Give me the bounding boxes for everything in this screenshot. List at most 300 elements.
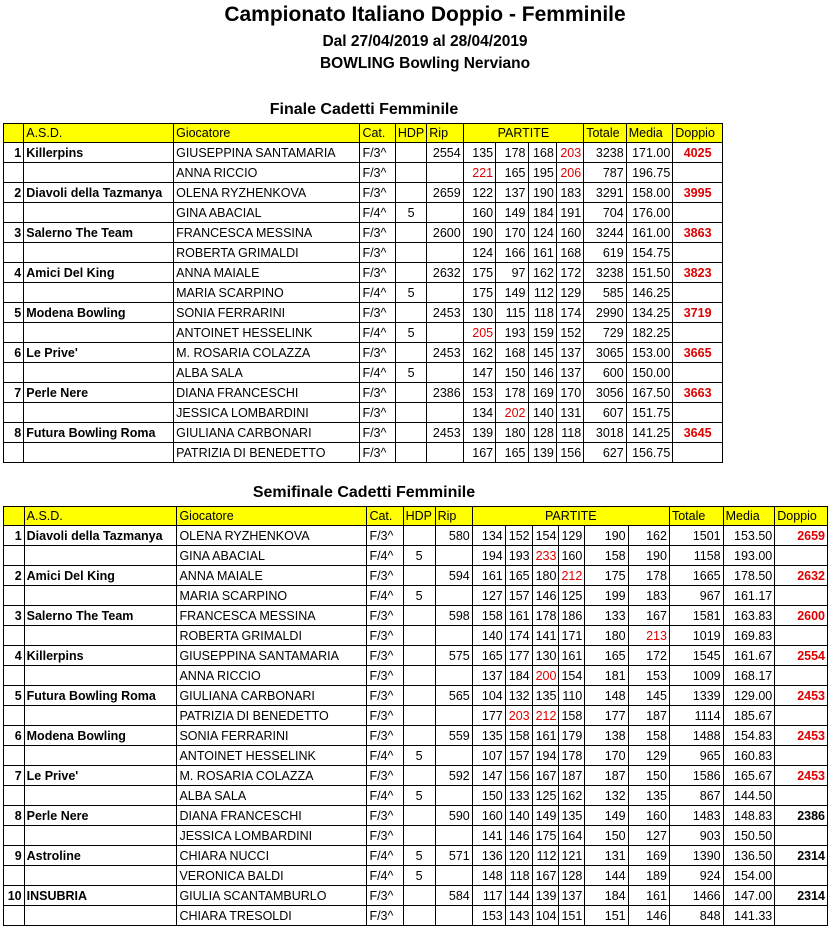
- game-score: 186: [559, 606, 585, 626]
- table-row: [4, 826, 828, 846]
- team-club: [24, 363, 174, 383]
- game-score: 202: [496, 403, 528, 423]
- player-cat: F/4^: [360, 323, 395, 343]
- team-rank: 1: [4, 143, 24, 163]
- player-media: 178.50: [723, 566, 775, 586]
- game-score: 172: [556, 263, 583, 283]
- game-score: 148: [472, 866, 505, 886]
- team-doppio: [775, 906, 828, 926]
- game-score: 139: [532, 886, 559, 906]
- team-club: Futura Bowling Roma: [24, 423, 174, 443]
- game-score: 161: [472, 566, 505, 586]
- team-rank: 4: [4, 263, 24, 283]
- player-total: 729: [584, 323, 627, 343]
- team-rank: [4, 363, 24, 383]
- player-hdp: [395, 423, 426, 443]
- team-rank: 2: [4, 183, 24, 203]
- player-media: 141.25: [626, 423, 673, 443]
- game-score: 169: [528, 383, 556, 403]
- player-hdp: [395, 343, 426, 363]
- team-rip: [435, 706, 472, 726]
- team-rip: 2632: [427, 263, 463, 283]
- game-score: 199: [585, 586, 628, 606]
- game-score: 170: [556, 383, 583, 403]
- player-hdp: 5: [395, 283, 426, 303]
- team-rip: 575: [435, 646, 472, 666]
- team-rank: [4, 323, 24, 343]
- header-rip: Rip: [435, 507, 472, 526]
- page-title: Campionato Italiano Doppio - Femminile: [224, 3, 626, 26]
- player-cat: F/3^: [367, 626, 403, 646]
- game-score: 161: [528, 243, 556, 263]
- player-total: 3291: [584, 183, 627, 203]
- team-rip: [435, 746, 472, 766]
- player-hdp: [395, 263, 426, 283]
- game-score: 157: [505, 746, 532, 766]
- game-score: 122: [463, 183, 495, 203]
- team-rip: [427, 243, 463, 263]
- player-name: ANNA MAIALE: [177, 566, 367, 586]
- game-score: 128: [528, 423, 556, 443]
- game-score: 172: [628, 646, 669, 666]
- game-score: 140: [528, 403, 556, 423]
- table-row: [4, 766, 828, 786]
- player-cat: F/3^: [367, 566, 403, 586]
- player-total: 1466: [669, 886, 723, 906]
- player-cat: F/3^: [360, 423, 395, 443]
- team-club: Killerpins: [24, 143, 174, 163]
- team-doppio: 2386: [775, 806, 828, 826]
- team-rank: 3: [4, 606, 25, 626]
- game-score: 162: [463, 343, 495, 363]
- team-club: Astroline: [24, 846, 177, 866]
- game-score: 177: [472, 706, 505, 726]
- player-cat: F/3^: [367, 886, 403, 906]
- player-cat: F/3^: [360, 263, 395, 283]
- game-score: 150: [628, 766, 669, 786]
- game-score: 180: [585, 626, 628, 646]
- team-doppio: [775, 826, 828, 846]
- team-club: [24, 443, 174, 463]
- team-rank: 4: [4, 646, 25, 666]
- team-doppio: [775, 626, 828, 646]
- team-rip: 2453: [427, 343, 463, 363]
- team-rip: 2659: [427, 183, 463, 203]
- header-partite: PARTITE: [472, 507, 669, 526]
- header-player: Giocatore: [174, 124, 360, 143]
- team-doppio: [775, 866, 828, 886]
- player-total: 867: [669, 786, 723, 806]
- team-club: [24, 586, 177, 606]
- player-name: MARIA SCARPINO: [174, 283, 360, 303]
- header-hdp: HDP: [403, 507, 435, 526]
- player-name: CHIARA TRESOLDI: [177, 906, 367, 926]
- game-score: 145: [628, 686, 669, 706]
- player-media: 151.50: [626, 263, 673, 283]
- table-row: [4, 586, 828, 606]
- game-score: 181: [585, 666, 628, 686]
- player-total: 3238: [584, 263, 627, 283]
- team-club: [24, 203, 174, 223]
- player-total: 1545: [669, 646, 723, 666]
- team-club: Modena Bowling: [24, 726, 177, 746]
- game-score: 162: [628, 526, 669, 546]
- player-hdp: [403, 566, 435, 586]
- game-score: 189: [628, 866, 669, 886]
- team-rank: [4, 706, 25, 726]
- game-score: 129: [628, 746, 669, 766]
- player-cat: F/3^: [367, 806, 403, 826]
- player-name: ALBA SALA: [174, 363, 360, 383]
- player-total: 3065: [584, 343, 627, 363]
- player-name: PATRIZIA DI BENEDETTO: [174, 443, 360, 463]
- game-score: 184: [505, 666, 532, 686]
- player-media: 161.00: [626, 223, 673, 243]
- table-row: [4, 726, 828, 746]
- game-score: 118: [556, 423, 583, 443]
- player-cat: F/3^: [360, 163, 395, 183]
- player-name: ANTOINET HESSELINK: [174, 323, 360, 343]
- player-cat: F/4^: [360, 363, 395, 383]
- player-total: 967: [669, 586, 723, 606]
- team-doppio: 2453: [775, 726, 828, 746]
- player-total: 3056: [584, 383, 627, 403]
- player-media: 151.75: [626, 403, 673, 423]
- game-score: 127: [628, 826, 669, 846]
- player-name: MARIA SCARPINO: [177, 586, 367, 606]
- game-score: 193: [505, 546, 532, 566]
- player-media: 154.00: [723, 866, 775, 886]
- game-score: 146: [628, 906, 669, 926]
- player-total: 965: [669, 746, 723, 766]
- team-club: [24, 666, 177, 686]
- table-row: [4, 666, 828, 686]
- player-cat: F/3^: [367, 686, 403, 706]
- table-row: [4, 243, 723, 263]
- game-score: 137: [472, 666, 505, 686]
- player-cat: F/4^: [360, 203, 395, 223]
- team-doppio: 2600: [775, 606, 828, 626]
- team-doppio: 2554: [775, 646, 828, 666]
- team-doppio: 4025: [673, 143, 723, 163]
- game-score: 141: [472, 826, 505, 846]
- game-score: 168: [528, 143, 556, 163]
- game-score: 137: [496, 183, 528, 203]
- game-score: 177: [505, 646, 532, 666]
- game-score: 112: [532, 846, 559, 866]
- team-rank: [4, 203, 24, 223]
- player-total: 1483: [669, 806, 723, 826]
- game-score: 203: [505, 706, 532, 726]
- player-total: 1114: [669, 706, 723, 726]
- team-rank: 5: [4, 686, 25, 706]
- team-rip: 2554: [427, 143, 463, 163]
- player-hdp: [403, 666, 435, 686]
- game-score: 159: [528, 323, 556, 343]
- player-hdp: 5: [403, 846, 435, 866]
- table-row: [4, 566, 828, 586]
- game-score: 139: [528, 443, 556, 463]
- player-total: 3238: [584, 143, 627, 163]
- game-score: 129: [556, 283, 583, 303]
- player-media: 134.25: [626, 303, 673, 323]
- game-score: 146: [528, 363, 556, 383]
- game-score: 141: [532, 626, 559, 646]
- game-score: 115: [496, 303, 528, 323]
- game-score: 178: [496, 143, 528, 163]
- player-total: 1501: [669, 526, 723, 546]
- team-club: [24, 746, 177, 766]
- game-score: 195: [528, 163, 556, 183]
- team-rip: 594: [435, 566, 472, 586]
- player-cat: F/3^: [367, 606, 403, 626]
- player-media: 146.25: [626, 283, 673, 303]
- table-row: [4, 143, 723, 163]
- table-row: [4, 546, 828, 566]
- game-score: 104: [472, 686, 505, 706]
- game-score: 131: [556, 403, 583, 423]
- team-rip: [427, 363, 463, 383]
- player-cat: F/3^: [367, 766, 403, 786]
- player-name: GIUSEPPINA SANTAMARIA: [177, 646, 367, 666]
- player-media: 156.75: [626, 443, 673, 463]
- game-score: 146: [505, 826, 532, 846]
- table-row: [4, 526, 828, 546]
- team-rip: 559: [435, 726, 472, 746]
- game-score: 110: [559, 686, 585, 706]
- team-doppio: [673, 203, 723, 223]
- team-rank: [4, 546, 25, 566]
- team-rip: 598: [435, 606, 472, 626]
- table-row: [4, 443, 723, 463]
- team-doppio: [673, 363, 723, 383]
- player-media: 171.00: [626, 143, 673, 163]
- header-hdp: HDP: [395, 124, 426, 143]
- player-media: 147.00: [723, 886, 775, 906]
- team-rip: [427, 283, 463, 303]
- player-total: 607: [584, 403, 627, 423]
- player-name: VERONICA BALDI: [177, 866, 367, 886]
- team-rank: [4, 243, 24, 263]
- player-media: 136.50: [723, 846, 775, 866]
- player-name: M. ROSARIA COLAZZA: [174, 343, 360, 363]
- header-cat: Cat.: [360, 124, 395, 143]
- game-score: 112: [528, 283, 556, 303]
- game-score: 135: [559, 806, 585, 826]
- game-score: 124: [463, 243, 495, 263]
- player-total: 903: [669, 826, 723, 846]
- game-score: 97: [496, 263, 528, 283]
- header-cat: Cat.: [367, 507, 403, 526]
- table-row: [4, 163, 723, 183]
- player-hdp: [395, 303, 426, 323]
- player-hdp: [395, 163, 426, 183]
- game-score: 162: [559, 786, 585, 806]
- team-club: Amici Del King: [24, 263, 174, 283]
- player-name: GIULIANA CARBONARI: [177, 686, 367, 706]
- team-rip: [435, 786, 472, 806]
- game-score: 150: [496, 363, 528, 383]
- player-cat: F/3^: [367, 826, 403, 846]
- game-score: 166: [496, 243, 528, 263]
- header-partite: PARTITE: [463, 124, 583, 143]
- player-name: GIUSEPPINA SANTAMARIA: [174, 143, 360, 163]
- player-media: 161.67: [723, 646, 775, 666]
- header-asd: A.S.D.: [24, 507, 177, 526]
- game-score: 150: [472, 786, 505, 806]
- game-score: 147: [472, 766, 505, 786]
- player-name: GINA ABACIAL: [177, 546, 367, 566]
- game-score: 143: [505, 906, 532, 926]
- team-doppio: 3663: [673, 383, 723, 403]
- team-doppio: 3665: [673, 343, 723, 363]
- team-rank: [4, 586, 25, 606]
- player-hdp: [403, 906, 435, 926]
- game-score: 213: [628, 626, 669, 646]
- team-rank: 2: [4, 566, 25, 586]
- game-score: 153: [628, 666, 669, 686]
- team-rip: [427, 443, 463, 463]
- game-score: 134: [463, 403, 495, 423]
- team-doppio: 2453: [775, 686, 828, 706]
- game-score: 168: [496, 343, 528, 363]
- table-row: [4, 786, 828, 806]
- game-score: 133: [585, 606, 628, 626]
- team-rip: [435, 826, 472, 846]
- team-doppio: 3995: [673, 183, 723, 203]
- game-score: 167: [463, 443, 495, 463]
- game-score: 146: [532, 586, 559, 606]
- player-media: 129.00: [723, 686, 775, 706]
- game-score: 212: [559, 566, 585, 586]
- game-score: 174: [556, 303, 583, 323]
- game-score: 149: [496, 203, 528, 223]
- table-row: [4, 303, 723, 323]
- team-club: Diavoli della Tazmanya: [24, 526, 177, 546]
- table-row: [4, 606, 828, 626]
- game-score: 175: [585, 566, 628, 586]
- game-score: 171: [559, 626, 585, 646]
- team-rank: 9: [4, 846, 25, 866]
- player-name: CHIARA NUCCI: [177, 846, 367, 866]
- team-rank: [4, 283, 24, 303]
- player-cat: F/3^: [360, 443, 395, 463]
- team-doppio: [673, 443, 723, 463]
- player-cat: F/4^: [367, 746, 403, 766]
- game-score: 178: [496, 383, 528, 403]
- table-row: [4, 746, 828, 766]
- player-cat: F/4^: [367, 586, 403, 606]
- team-rank: [4, 626, 25, 646]
- team-club: [24, 866, 177, 886]
- header-player: Giocatore: [177, 507, 367, 526]
- player-name: DIANA FRANCESCHI: [177, 806, 367, 826]
- team-club: INSUBRIA: [24, 886, 177, 906]
- game-score: 167: [532, 766, 559, 786]
- game-score: 130: [532, 646, 559, 666]
- player-hdp: [403, 646, 435, 666]
- player-cat: F/3^: [367, 646, 403, 666]
- player-name: M. ROSARIA COLAZZA: [177, 766, 367, 786]
- team-doppio: [673, 163, 723, 183]
- table-row: [4, 283, 723, 303]
- game-score: 118: [505, 866, 532, 886]
- game-score: 118: [528, 303, 556, 323]
- game-score: 205: [463, 323, 495, 343]
- game-score: 144: [585, 866, 628, 886]
- game-score: 125: [559, 586, 585, 606]
- game-score: 153: [472, 906, 505, 926]
- player-hdp: [395, 403, 426, 423]
- team-rank: [4, 666, 25, 686]
- team-rip: [427, 403, 463, 423]
- player-total: 1019: [669, 626, 723, 646]
- header-rank: [4, 124, 24, 143]
- table-row: [4, 626, 828, 646]
- player-hdp: [395, 383, 426, 403]
- team-club: Futura Bowling Roma: [24, 686, 177, 706]
- player-total: 787: [584, 163, 627, 183]
- player-cat: F/3^: [367, 726, 403, 746]
- game-score: 175: [463, 283, 495, 303]
- game-score: 140: [505, 806, 532, 826]
- player-cat: F/3^: [367, 666, 403, 686]
- game-score: 125: [532, 786, 559, 806]
- header-totale: Totale: [584, 124, 627, 143]
- game-score: 128: [559, 866, 585, 886]
- player-name: GINA ABACIAL: [174, 203, 360, 223]
- team-club: Diavoli della Tazmanya: [24, 183, 174, 203]
- game-score: 233: [532, 546, 559, 566]
- player-hdp: [403, 826, 435, 846]
- game-score: 170: [585, 746, 628, 766]
- game-score: 137: [556, 363, 583, 383]
- team-rank: [4, 443, 24, 463]
- game-score: 187: [559, 766, 585, 786]
- player-media: 158.00: [626, 183, 673, 203]
- player-hdp: [403, 726, 435, 746]
- player-name: FRANCESCA MESSINA: [174, 223, 360, 243]
- game-score: 136: [472, 846, 505, 866]
- game-score: 165: [496, 163, 528, 183]
- player-hdp: [403, 626, 435, 646]
- team-rip: 2453: [427, 423, 463, 443]
- game-score: 165: [496, 443, 528, 463]
- team-rank: [4, 866, 25, 886]
- team-club: [24, 826, 177, 846]
- team-rip: 590: [435, 806, 472, 826]
- game-score: 168: [556, 243, 583, 263]
- team-rip: 592: [435, 766, 472, 786]
- player-name: ROBERTA GRIMALDI: [174, 243, 360, 263]
- game-score: 132: [505, 686, 532, 706]
- team-rank: [4, 786, 25, 806]
- player-total: 627: [584, 443, 627, 463]
- team-rank: 7: [4, 383, 24, 403]
- game-score: 164: [559, 826, 585, 846]
- player-cat: F/3^: [360, 223, 395, 243]
- player-total: 600: [584, 363, 627, 383]
- semifinale-title: Semifinale Cadetti Femminile: [252, 484, 476, 501]
- team-rank: 7: [4, 766, 25, 786]
- game-score: 124: [528, 223, 556, 243]
- table-row: [4, 323, 723, 343]
- player-cat: F/3^: [360, 343, 395, 363]
- team-doppio: 3719: [673, 303, 723, 323]
- header-doppio: Doppio: [775, 507, 828, 526]
- game-score: 160: [559, 546, 585, 566]
- team-doppio: 2453: [775, 766, 828, 786]
